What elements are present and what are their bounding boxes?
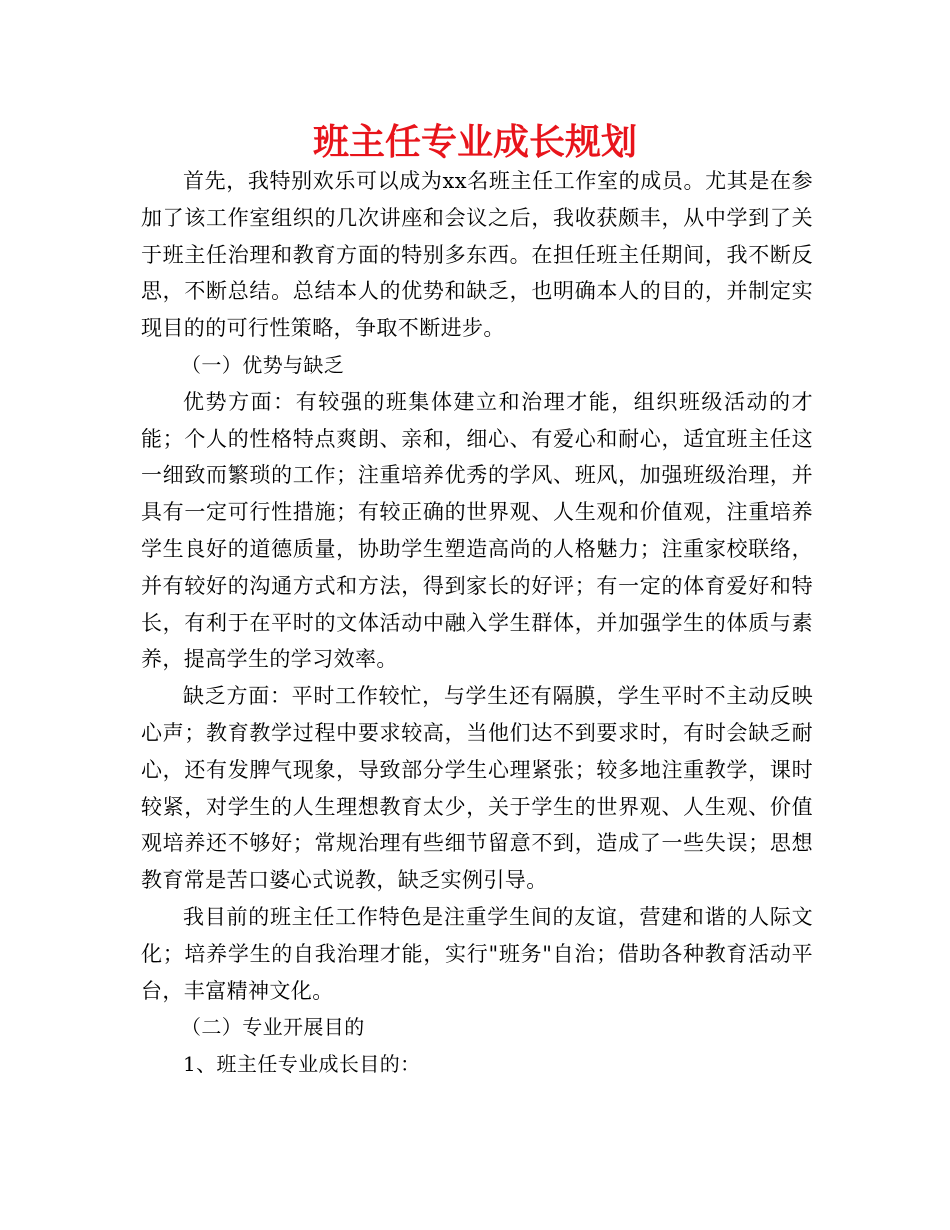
document-title: 班主任专业成长规划 bbox=[312, 122, 637, 163]
section-heading-goals: （二）专业开展目的 bbox=[181, 1015, 365, 1040]
paragraph-intro: 首先，我特别欢乐可以成为xx名班主任工作室的成员。尤其是在参加了该工作室组织的几次讲座和会议之后，我收获颇丰，从中学到了关于班主任治理和教育方面的特别多东西。在担任班主任期间，我不断反思，不断总结。总结本人的优势和缺乏，也明确本人的目的，并制定实现目的的可行性策略，争取不断进步。 bbox=[141, 169, 813, 341]
paragraph-weaknesses: 缺乏方面：平时工作较忙，与学生还有隔膜，学生平时不主动反映心声；教育教学过程中要求较高，当他们达不到要求时，有时会缺乏耐心，还有发脾气现象，导致部分学生心理紧张；较多地注重教学，课时较紧，对学生的人生理想教育太少，关于学生的世界观、人生观、价值观培养还不够好；常规治理有些细节留意不到，造成了一些失误；思想教育常是苦口婆心式说教，缺乏实例引导。 bbox=[141, 684, 813, 893]
paragraph-work-features: 我目前的班主任工作特色是注重学生间的友谊，营建和谐的人际文化；培养学生的自我治理才能，实行"班务"自治；借助各种教育活动平台，丰富精神文化。 bbox=[141, 904, 813, 1003]
document-body bbox=[141, 163, 813, 1083]
section-heading-strengths-weaknesses: （一）优势与缺乏 bbox=[181, 352, 345, 377]
paragraph-strengths: 优势方面：有较强的班集体建立和治理才能，组织班级活动的才能；个人的性格特点爽朗、亲和，细心、有爱心和耐心，适宜班主任这一细致而繁琐的工作；注重培养优秀的学风、班风，加强班级治理，并具有一定可行性措施；有较正确的世界观、人生观和价值观，注重培养学生良好的道德质量，协助学生塑造高尚的人格魅力；注重家校联络，并有较好的沟通方式和方法，得到家长的好评；有一定的体育爱好和特长，有利于在平时的文体活动中融入学生群体，并加强学生的体质与素养，提高学生的学习效率。 bbox=[141, 389, 813, 672]
subheading-growth-goals: 1、班主任专业成长目的： bbox=[183, 1052, 421, 1077]
